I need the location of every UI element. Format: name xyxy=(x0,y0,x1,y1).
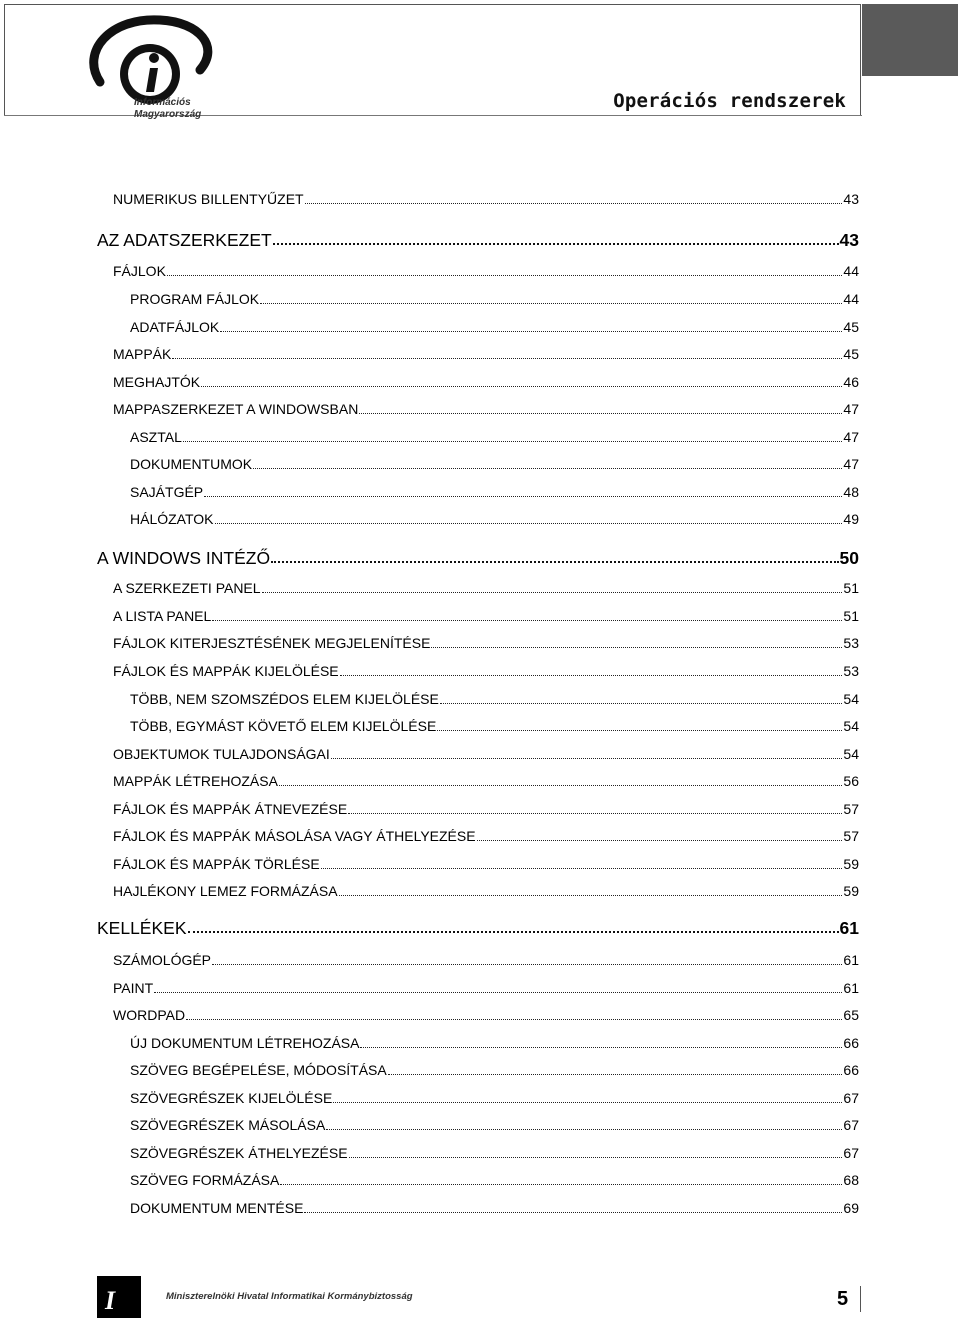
toc-entry-page: 65 xyxy=(843,1007,859,1023)
toc-entry-page: 45 xyxy=(843,346,859,362)
toc-entry[interactable] xyxy=(113,373,859,391)
toc-dot-leader xyxy=(253,468,842,469)
toc-entry-title: MEGHAJTÓK xyxy=(113,374,201,390)
toc-entry-page: 59 xyxy=(843,856,859,872)
toc-entry[interactable] xyxy=(130,1061,859,1079)
toc-dot-leader xyxy=(348,813,842,814)
logo-text xyxy=(134,97,201,121)
logo-text-line2: Magyarország xyxy=(134,109,202,120)
toc-entry-page: 61 xyxy=(843,980,859,996)
toc-entry-title: KELLÉKEK xyxy=(97,918,187,938)
toc-entry-page: 66 xyxy=(843,1035,859,1051)
toc-entry-page: 47 xyxy=(843,429,859,445)
toc-entry-title: PAINT xyxy=(113,980,154,996)
toc-entry-page: 53 xyxy=(843,635,859,651)
toc-entry-page: 54 xyxy=(843,691,859,707)
toc-dot-leader xyxy=(204,496,842,497)
toc-dot-leader xyxy=(186,1019,842,1020)
toc-dot-leader xyxy=(349,1157,843,1158)
footer-organization: Miniszterelnöki Hivatal Informatikai Kormánybiztosság xyxy=(166,1291,413,1302)
toc-dot-leader xyxy=(220,331,842,332)
toc-entry-page: 67 xyxy=(843,1145,859,1161)
toc-dot-leader xyxy=(260,303,842,304)
toc-entry[interactable] xyxy=(113,634,859,652)
toc-entry[interactable] xyxy=(113,800,859,818)
toc-entry-title: DOKUMENTUM MENTÉSE xyxy=(130,1200,304,1216)
toc-entry-title: FÁJLOK ÉS MAPPÁK KIJELÖLÉSE xyxy=(113,663,339,679)
toc-entry-page: 43 xyxy=(843,191,859,207)
toc-entry[interactable] xyxy=(97,919,859,937)
toc-dot-leader xyxy=(326,1129,842,1130)
toc-entry-title: SZÖVEGRÉSZEK KIJELÖLÉSE xyxy=(130,1090,333,1106)
toc-dot-leader xyxy=(201,386,842,387)
toc-dot-leader xyxy=(339,895,843,896)
toc-entry-title: HAJLÉKONY LEMEZ FORMÁZÁSA xyxy=(113,883,338,899)
toc-entry[interactable] xyxy=(130,1171,859,1189)
toc-entry[interactable] xyxy=(130,1116,859,1134)
toc-entry-title: DOKUMENTUMOK xyxy=(130,456,253,472)
toc-dot-leader xyxy=(262,592,843,593)
toc-dot-leader xyxy=(431,647,842,648)
toc-entry-title: SZÖVEG FORMÁZÁSA xyxy=(130,1172,280,1188)
toc-entry[interactable] xyxy=(113,979,859,997)
toc-dot-leader xyxy=(188,931,839,933)
toc-entry[interactable] xyxy=(130,690,859,708)
toc-entry[interactable] xyxy=(130,428,859,446)
toc-dot-leader xyxy=(333,1102,842,1103)
toc-entry-title: FÁJLOK KITERJESZTÉSÉNEK MEGJELENÍTÉSE xyxy=(113,635,431,651)
toc-entry-title: OBJEKTUMOK TULAJDONSÁGAI xyxy=(113,746,330,762)
toc-entry-page: 61 xyxy=(843,952,859,968)
toc-entry-page: 54 xyxy=(843,718,859,734)
toc-entry-title: AZ ADATSZERKEZET xyxy=(97,230,272,250)
toc-entry[interactable] xyxy=(113,262,859,280)
toc-entry-page: 50 xyxy=(839,548,859,568)
toc-dot-leader xyxy=(273,243,839,245)
toc-entry[interactable] xyxy=(113,855,859,873)
toc-entry-title: FÁJLOK xyxy=(113,263,166,279)
toc-dot-leader xyxy=(279,785,842,786)
footer-divider xyxy=(860,1286,861,1312)
toc-entry-page: 53 xyxy=(843,663,859,679)
toc-dot-leader xyxy=(340,675,843,676)
toc-entry[interactable] xyxy=(130,1089,859,1107)
toc-entry[interactable] xyxy=(130,1144,859,1162)
toc-dot-leader xyxy=(437,730,842,731)
toc-entry-title: FÁJLOK ÉS MAPPÁK ÁTNEVEZÉSE xyxy=(113,801,348,817)
toc-entry[interactable] xyxy=(113,345,859,363)
toc-entry-title: TÖBB, EGYMÁST KÖVETŐ ELEM KIJELÖLÉSE xyxy=(130,718,437,734)
toc-entry-page: 67 xyxy=(843,1117,859,1133)
toc-entry-title: SZÖVEGRÉSZEK ÁTHELYEZÉSE xyxy=(130,1145,348,1161)
toc-entry-title: ASZTAL xyxy=(130,429,182,445)
page-number: 5 xyxy=(837,1288,849,1310)
toc-entry-title: HÁLÓZATOK xyxy=(130,511,214,527)
toc-entry[interactable] xyxy=(113,1006,859,1024)
toc-dot-leader xyxy=(477,840,843,841)
toc-entry-page: 69 xyxy=(843,1200,859,1216)
toc-entry[interactable] xyxy=(113,772,859,790)
toc-entry[interactable] xyxy=(130,510,859,528)
toc-dot-leader xyxy=(388,1074,843,1075)
toc-entry-title: TÖBB, NEM SZOMSZÉDOS ELEM KIJELÖLÉSE xyxy=(130,691,439,707)
toc-dot-leader xyxy=(212,620,842,621)
toc-entry[interactable] xyxy=(113,607,859,625)
toc-entry-title: MAPPÁK xyxy=(113,346,172,362)
toc-entry-page: 67 xyxy=(843,1090,859,1106)
toc-entry-page: 66 xyxy=(843,1062,859,1078)
toc-dot-leader xyxy=(167,275,843,276)
footer-logo-icon xyxy=(97,1276,141,1318)
toc-entry-title: MAPPÁK LÉTREHOZÁSA xyxy=(113,773,278,789)
toc-entry-page: 45 xyxy=(843,319,859,335)
toc-dot-leader xyxy=(212,964,842,965)
toc-entry[interactable] xyxy=(97,231,859,249)
toc-entry-title: A LISTA PANEL xyxy=(113,608,212,624)
toc-entry-page: 47 xyxy=(843,401,859,417)
toc-entry-title: SZÁMOLÓGÉP xyxy=(113,952,212,968)
toc-entry-page: 47 xyxy=(843,456,859,472)
toc-entry-page: 48 xyxy=(843,484,859,500)
toc-entry[interactable] xyxy=(113,745,859,763)
toc-entry-title: A SZERKEZETI PANEL xyxy=(113,580,261,596)
toc-dot-leader xyxy=(305,203,843,204)
toc-entry-page: 44 xyxy=(843,263,859,279)
toc-entry[interactable] xyxy=(113,951,859,969)
toc-entry[interactable] xyxy=(113,190,859,208)
logo-text-line1: Információs xyxy=(134,97,191,108)
toc-entry-page: 61 xyxy=(839,918,859,938)
toc-entry[interactable] xyxy=(130,1034,859,1052)
toc-entry-page: 68 xyxy=(843,1172,859,1188)
header-accent-block xyxy=(862,4,958,76)
toc-entry[interactable] xyxy=(130,483,859,501)
toc-entry-page: 56 xyxy=(843,773,859,789)
toc-entry-page: 43 xyxy=(839,230,859,250)
toc-dot-leader xyxy=(304,1212,842,1213)
toc-entry[interactable] xyxy=(113,579,859,597)
toc-entry[interactable] xyxy=(130,290,859,308)
toc-dot-leader xyxy=(154,992,842,993)
toc-entry-title: PROGRAM FÁJLOK xyxy=(130,291,260,307)
toc-entry-title: SAJÁTGÉP xyxy=(130,484,204,500)
toc-entry[interactable] xyxy=(113,827,859,845)
toc-entry[interactable] xyxy=(130,1199,859,1217)
footer-logo-letter: I xyxy=(105,1286,116,1315)
toc-entry-page: 46 xyxy=(843,374,859,390)
toc-entry-title: MAPPASZERKEZET A WINDOWSBAN xyxy=(113,401,359,417)
toc-entry-page: 44 xyxy=(843,291,859,307)
toc-dot-leader xyxy=(215,523,843,524)
toc-entry[interactable] xyxy=(113,662,859,680)
toc-entry-title: FÁJLOK ÉS MAPPÁK MÁSOLÁSA VAGY ÁTHELYEZÉSE xyxy=(113,828,476,844)
toc-dot-leader xyxy=(280,1184,842,1185)
toc-entry-page: 54 xyxy=(843,746,859,762)
toc-entry[interactable] xyxy=(113,882,859,900)
toc-entry-title: SZÖVEG BEGÉPELÉSE, MÓDOSÍTÁSA xyxy=(130,1062,387,1078)
toc-entry[interactable] xyxy=(130,455,859,473)
toc-dot-leader xyxy=(359,413,842,414)
toc-dot-leader xyxy=(321,868,843,869)
toc-entry-page: 57 xyxy=(843,828,859,844)
toc-dot-leader xyxy=(271,561,838,563)
toc-entry-page: 57 xyxy=(843,801,859,817)
toc-entry-page: 51 xyxy=(843,580,859,596)
toc-dot-leader xyxy=(440,703,843,704)
toc-entry-title: SZÖVEGRÉSZEK MÁSOLÁSA xyxy=(130,1117,326,1133)
toc-entry-title: A WINDOWS INTÉZŐ xyxy=(97,548,271,568)
toc-entry[interactable] xyxy=(130,717,859,735)
toc-entry-title: FÁJLOK ÉS MAPPÁK TÖRLÉSE xyxy=(113,856,320,872)
toc-entry[interactable] xyxy=(97,549,859,567)
toc-entry-page: 59 xyxy=(843,883,859,899)
toc-entry-title: WORDPAD xyxy=(113,1007,186,1023)
toc-dot-leader xyxy=(183,441,843,442)
toc-entry[interactable] xyxy=(130,318,859,336)
toc-dot-leader xyxy=(360,1047,842,1048)
toc-dot-leader xyxy=(172,358,842,359)
document-title: Operációs rendszerek xyxy=(613,90,846,112)
toc-entry-page: 51 xyxy=(843,608,859,624)
toc-entry-title: ÚJ DOKUMENTUM LÉTREHOZÁSA xyxy=(130,1035,360,1051)
toc-entry-title: ADATFÁJLOK xyxy=(130,319,220,335)
toc-entry-page: 49 xyxy=(843,511,859,527)
toc-entry-title: NUMERIKUS BILLENTYŰZET xyxy=(113,191,304,207)
toc-entry[interactable] xyxy=(113,400,859,418)
toc-dot-leader xyxy=(331,758,843,759)
